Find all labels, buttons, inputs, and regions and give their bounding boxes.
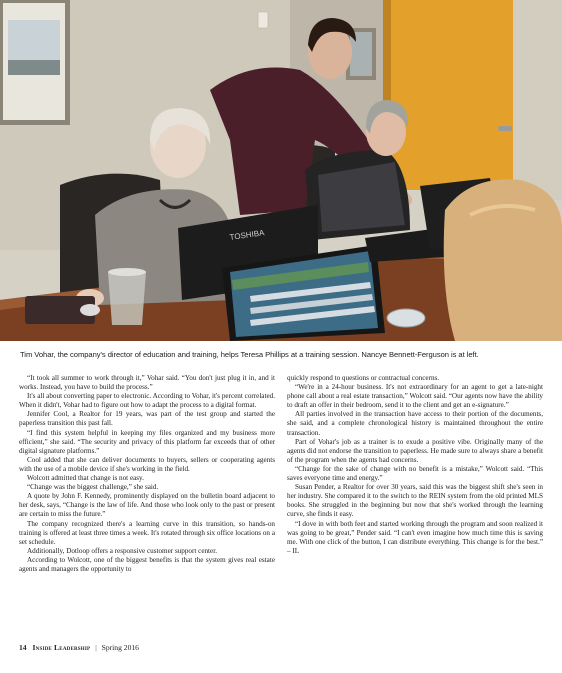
paragraph: Susan Pender, a Realtor for over 30 years, said this was the biggest shift she's seen in her industry. She compared it to the switch to the REIN system from the old printed MLS books. She struggled in the beginning but now that she's worked through the learning curve, she finds it easy.	[287, 483, 543, 519]
article-column-right	[287, 374, 543, 556]
paragraph: Cool added that she can deliver documents to buyers, sellers or cooperating agents with the use of a mobile device if she's working in the field.	[19, 455, 275, 473]
photo-caption: Tim Vohar, the company's director of education and training, helps Teresa Phillips at a training session. Nancye Bennett-Ferguson is at left.	[20, 350, 479, 359]
computer-mouse	[80, 304, 100, 316]
glass-coaster	[387, 309, 425, 327]
light-switch	[258, 12, 268, 28]
foreground-person-hair	[444, 179, 562, 341]
paragraph: “I dove in with both feet and started working through the program and soon realized it was going to be great,” Pender said. “I can't even imagine how much time this is saving me. With one click of the button, I can distribute everything. This change is for the best.” – IL	[287, 519, 543, 555]
paragraph: Additionally, Dotloop offers a responsive customer support center.	[27, 546, 217, 555]
paragraph: “Change was the biggest challenge,” she said.	[27, 483, 159, 492]
paragraph: According to Wolcott, one of the biggest benefits is that the system gives real estate agents and managers the opportunity to	[19, 555, 275, 573]
wooden-door	[383, 0, 513, 190]
door-handle	[498, 126, 512, 131]
paragraph: Part of Vohar's job as a trainer is to exude a positive vibe. Originally many of the agents did not endorse the transition to paperless. He made sure to always share a benefit of the program when the agents had concerns.	[287, 437, 543, 464]
picture-art-shore	[8, 60, 60, 75]
paragraph: “Change for the sake of change with no benefit is a mistake,” Wolcott said. “This saves everyone time and energy.”	[287, 464, 543, 483]
paragraph: “We're in a 24-hour business. It's not extraordinary for an agent to get a late-night phone call about a real estate transaction,” Wolcott said. “Our agents now have the ability to draft an offer in their bedroom, send it to the client and get an e-signature.”	[287, 383, 543, 410]
cup-rim	[108, 268, 146, 276]
paragraph: Jennifer Cool, a Realtor for 19 years, was part of the test group and started the paperless transition this past fall.	[19, 410, 275, 428]
laptop-brand-label: TOSHIBA	[229, 228, 265, 242]
paragraph: A quote by John F. Kennedy, prominently displayed on the bulletin board adjacent to her desk, says, “Change is the law of life. And those who look only to the past or present are certain to miss the future.”	[19, 492, 275, 519]
publication-name: Inside Leadership	[32, 643, 91, 652]
page-number: 14	[19, 643, 27, 652]
footer-separator: |	[95, 643, 97, 652]
article-body	[19, 374, 543, 636]
right-wall	[513, 0, 562, 200]
paragraph: It's all about converting paper to electronic. According to Vohar, it's percent correlated. When it didn't, Vohar had to figure out how to adapt the process to a digital format.	[19, 392, 275, 410]
paragraph: “It took all summer to work through it,” Vohar said. “You don't just plug it in, and it works. Instead, you have to build the process.”	[19, 374, 275, 392]
paragraph: All parties involved in the transaction have access to their portion of the documents, she said, and a complete chronological history is maintained throughout the entire transaction.	[287, 410, 543, 437]
paragraph: “I find this system helpful in keeping my files organized and my business more efficient,” she said. “The security and privacy of this platform far exceeds that of other digital signature platforms.”	[19, 428, 275, 455]
paragraph: The company recognized there's a learning curve in this transition, so hands-on training is offered at least three times a week. It's rotated through six office locations on a set schedule.	[19, 519, 275, 546]
page-footer	[19, 643, 139, 652]
issue-date: Spring 2016	[101, 643, 139, 652]
article-column-left	[19, 374, 275, 574]
paragraph: Wolcott admitted that change is not easy.	[27, 474, 144, 483]
plastic-cup	[108, 272, 146, 325]
paragraph: quickly respond to questions or contractual concerns.	[287, 374, 440, 382]
